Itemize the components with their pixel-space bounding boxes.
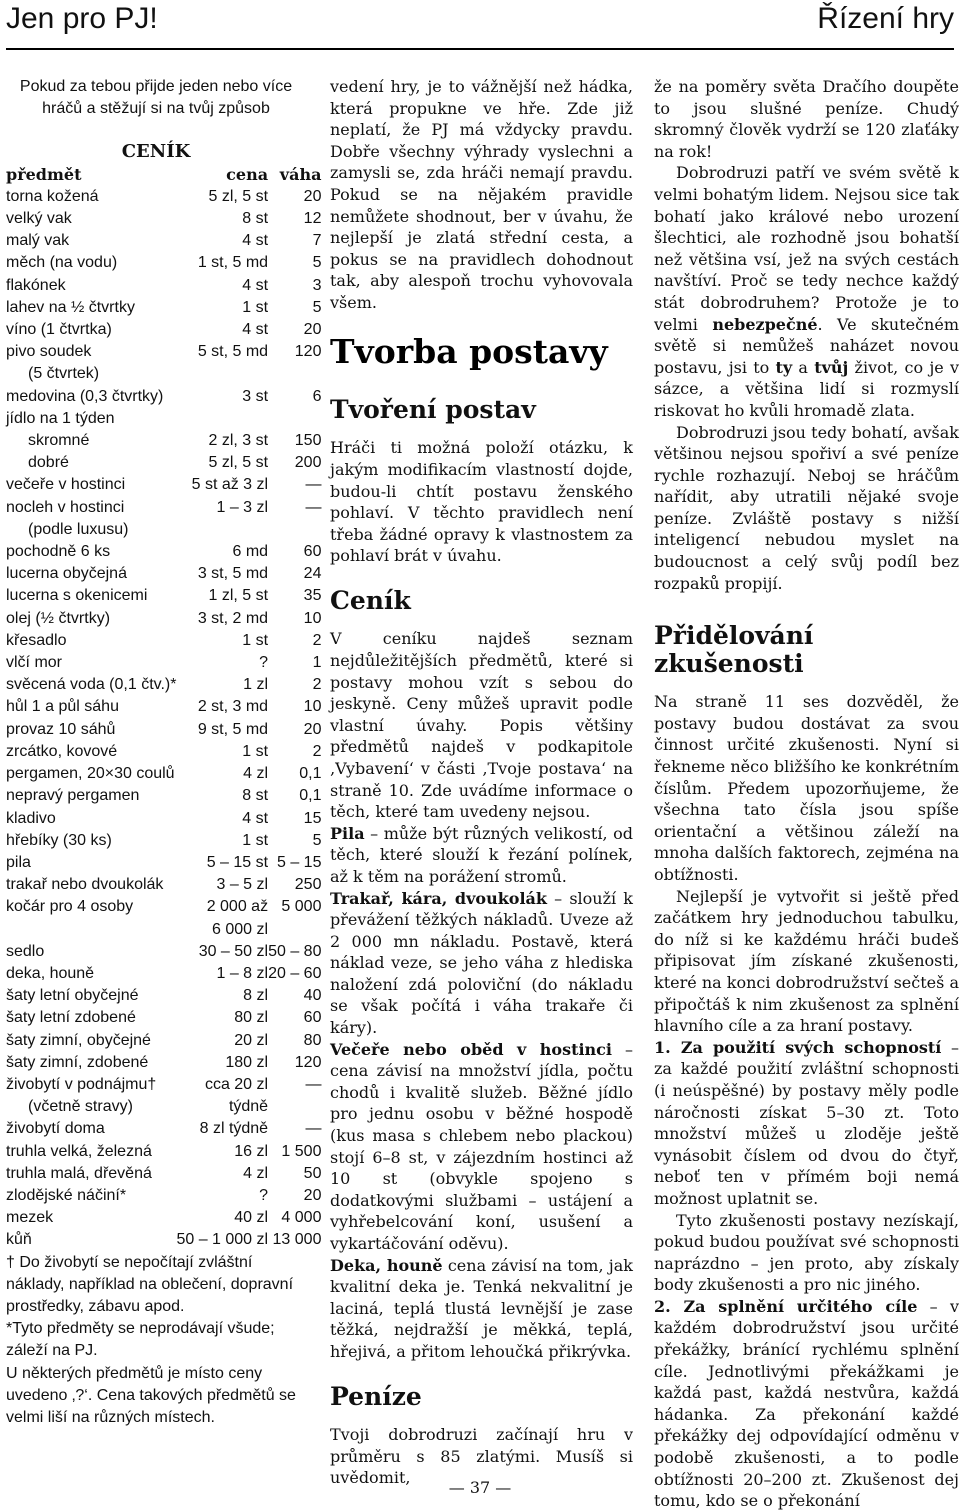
item-1-text: – za každé použití zvláštní schopnosti (i neúspěšné) by postavy měly podle náročnosti získat 5–30 zt. Toto množství můžeš u zloděje ještě vynásobit číslem od dvou do čtyř, neboť ten v přímém boji nemá možnost uplatnit se. xyxy=(654,1037,959,1208)
price-cell-item: kůň xyxy=(6,1231,32,1249)
price-cell-weight: 1 500 xyxy=(281,1142,322,1160)
p2-c: a xyxy=(792,357,815,377)
price-cell-price: 5 zl, 5 st xyxy=(208,454,269,472)
price-row xyxy=(6,519,321,541)
price-cell-item: lucerna obyčejná xyxy=(6,565,127,583)
price-row xyxy=(6,852,321,874)
page-header xyxy=(6,0,954,50)
price-cell-price: 1 st, 5 md xyxy=(197,254,269,272)
p2-bold-nebezpecne: nebezpečné xyxy=(712,314,818,334)
p2-bold-tvuj: tvůj xyxy=(814,357,849,377)
p2-bold-ty: ty xyxy=(775,357,793,377)
price-cell-item: skromné xyxy=(28,432,90,450)
price-row xyxy=(6,497,321,519)
price-cell-item: vlčí mor xyxy=(6,654,62,672)
price-cell-price: 3 st, 2 md xyxy=(197,609,269,627)
col-header-price: cena xyxy=(226,164,269,184)
price-cell-item: flakónek xyxy=(6,276,66,294)
paragraph-cenik: V ceníku najdeš seznam nejdůležitějších předmětů, které si postavy mohou vzít s sebou do jeskyně. Ceny můžeš upravit podle vlastní úvahy. Popis většiny předmětů najdeš v podkapitole ‚Vybavení‘ v části ‚Tvoje postava‘ na straně 10. Zde uvádíme informace o těch, které tam uvedeny nejsou. xyxy=(330,629,633,822)
price-cell-item: hřebíky (30 ks) xyxy=(6,831,112,849)
price-cell-item: trakař nebo dvoukolák xyxy=(6,876,164,894)
price-row xyxy=(6,186,321,208)
price-row xyxy=(6,1118,321,1140)
price-row xyxy=(6,652,321,674)
price-row xyxy=(6,630,321,652)
col3-paragraph-4: Na straně 11 ses dozvěděl, že postavy budou dostávat za svou činnost určité zkušenosti. Nyní si řekneme něco bližšího ke konkrétním číslům. Předem upozorňujeme, že všechna tato čísla jsou spíše orientační a většinou záleží na mnoha dalších faktorech, zejména na obtížnosti. xyxy=(654,692,959,884)
price-cell-price: 5 st, 5 md xyxy=(197,343,269,361)
price-cell-price: 4 zl xyxy=(243,1164,269,1182)
price-cell-item: kladivo xyxy=(6,809,56,827)
price-cell-item: šaty zimní, zdobené xyxy=(6,1053,149,1071)
price-row xyxy=(6,563,321,585)
price-cell-price: týdně xyxy=(228,1098,269,1116)
price-row xyxy=(6,1141,321,1163)
heading-cenik: Ceník xyxy=(330,585,411,615)
price-cell-weight: 250 xyxy=(294,876,322,894)
term-deka: Deka, houně xyxy=(330,1255,443,1275)
price-cell-price: 1 – 3 zl xyxy=(216,498,269,516)
term-trakar: Trakař, kára, dvoukolák xyxy=(330,888,548,908)
price-cell-item: lucerna s okenicemi xyxy=(6,587,148,605)
price-cell-weight: 3 xyxy=(312,276,322,294)
price-cell-price: ? xyxy=(259,654,269,672)
paragraph-penize: Tvoji dobrodruzi začínají hru v průměru s 85 zlatými. Musíš si uvědomit, xyxy=(330,1425,633,1488)
price-cell-price: 6 md xyxy=(232,543,269,561)
price-cell-weight: 5 xyxy=(312,254,322,272)
paragraph-trakar xyxy=(330,888,633,1039)
price-row xyxy=(6,1185,321,1207)
note-question: U některých předmětů je místo ceny uvedeno ‚?‘. Cena takových předmětů se velmi liší na různých místech. xyxy=(6,1364,296,1426)
price-cell-item: svěcená voda (0,1 čtv.)* xyxy=(6,676,177,694)
price-cell-price: 4 st xyxy=(242,809,269,827)
price-cell-price: 3 st xyxy=(242,387,269,405)
price-row xyxy=(6,297,321,319)
price-cell-price: 30 – 50 zl xyxy=(198,942,269,960)
heading-zkusenosti: Přidělování zkušenosti xyxy=(654,621,814,678)
price-cell-weight xyxy=(268,919,321,941)
price-cell-price: 3 st, 5 md xyxy=(197,565,269,583)
price-notes xyxy=(6,1252,306,1430)
paragraph-tvoreni: Hráči ti možná položí otázku, k jakým modifikacím vlastností dojde, budou-li chtít postavu ženského pohlaví. V těchto pravidlech není třeba žádné opravy k vlastnostem za pohlaví brát v úvahu. xyxy=(330,438,633,566)
price-cell-item: šaty letní zdobené xyxy=(6,1009,136,1027)
price-cell-price: 5 st až 3 zl xyxy=(191,476,269,494)
column-2 xyxy=(330,76,633,1489)
price-cell-weight: 0,1 xyxy=(299,765,322,783)
col3-paragraph-6: Tyto zkušenosti postavy nezískají, pokud budou používat své schopnosti naprázdno – jen proto, aby získaly body zkušenosti a pro nic jiného. xyxy=(654,1210,959,1295)
price-row xyxy=(6,696,321,718)
price-cell-item: lahev na ½ čtvrtky xyxy=(6,298,135,316)
p2-b: . Ve skutečném světě si nemůžeš naházet novou postavu, jsi to xyxy=(654,314,959,377)
item-2-title: 2. Za splnění určitého cíle xyxy=(654,1296,918,1316)
note-living: † Do živobytí se nepočítají zvláštní náklady, například na oblečení, dopravní prostředky, zábavu apod. xyxy=(6,1253,294,1315)
item-2-text: – v každém dobrodružství jsou určité překážky, bránící rychlému splnění cíle. Jednotlivými překážkami je každá past, každá nestvůra, každá hádanka. Za překonání každé překážky dej odpovídající odměnu v podobě zkušenosti, a to podle obtížnosti 20–200 zt. Zkušenost dej tomu, kdo se o překonání xyxy=(654,1296,959,1511)
price-cell-weight: 6 xyxy=(312,387,322,405)
price-cell-weight: 20 – 60 xyxy=(268,964,322,982)
price-cell-weight: 2 xyxy=(312,742,322,760)
price-cell-item: pila xyxy=(6,853,31,871)
price-cell-weight: 12 xyxy=(303,210,322,228)
price-row xyxy=(6,1030,321,1052)
price-row xyxy=(6,275,321,297)
price-cell-item: živobytí v podnájmu† xyxy=(6,1075,157,1093)
price-cell-weight: 120 xyxy=(294,343,322,361)
price-row xyxy=(6,808,321,830)
price-cell-price: 40 zl xyxy=(234,1209,269,1227)
price-cell-weight: 60 xyxy=(303,543,322,561)
col3-paragraph-1: že na poměry světa Dračího doupěte to jsou slušné peníze. Chudý skromný člověk vydrží se 120 zlaťáky na rok! xyxy=(654,77,959,161)
price-table-header xyxy=(6,164,321,186)
price-cell-weight: 10 xyxy=(303,698,322,716)
price-cell-weight xyxy=(268,408,321,430)
price-cell-weight: — xyxy=(305,498,322,516)
price-row xyxy=(6,452,321,474)
price-row xyxy=(6,919,321,941)
price-cell-weight: 50 – 80 xyxy=(268,942,322,960)
term-vecere: Večeře nebo oběd v hostinci xyxy=(330,1039,612,1059)
price-row xyxy=(6,541,321,563)
col-header-item: předmět xyxy=(6,164,82,184)
price-cell-item: kočár pro 4 osoby xyxy=(6,898,134,916)
price-cell-weight: 7 xyxy=(312,232,322,250)
price-cell-weight: 5 xyxy=(312,831,322,849)
p2-d: život, co je v sázce, a většina lidí si rozmyslí riskovat ho kvůli hromadě zlata. xyxy=(654,357,960,420)
price-cell-weight: 40 xyxy=(303,987,322,1005)
price-row xyxy=(6,319,321,341)
price-cell-weight: 24 xyxy=(303,565,322,583)
price-cell-weight: 5 000 xyxy=(281,898,322,916)
price-row xyxy=(6,208,321,230)
price-row xyxy=(6,830,321,852)
price-cell-price: 180 zl xyxy=(225,1053,269,1071)
price-cell-item: provaz 10 sáhů xyxy=(6,720,116,738)
price-cell-price: 80 zl xyxy=(234,1009,269,1027)
price-cell-price: 2 zl, 3 st xyxy=(208,432,269,450)
price-cell-weight: 0,1 xyxy=(299,787,322,805)
price-cell-price xyxy=(176,363,268,385)
desc-pila: – může být různých velikostí, od těch, které slouží k řezání polínek, až k těm na porážení stromů. xyxy=(330,823,633,886)
price-cell-item: pochodně 6 ks xyxy=(6,543,111,561)
price-cell-item: zlodějské náčiní* xyxy=(6,1186,127,1204)
price-cell-price: 5 zl, 5 st xyxy=(208,187,269,205)
price-cell-price: 1 zl xyxy=(243,676,269,694)
price-row xyxy=(6,430,321,452)
price-cell-item: malý vak xyxy=(6,232,70,250)
header-left-title: Jen pro PJ! xyxy=(6,2,158,35)
price-cell-weight: 200 xyxy=(294,454,322,472)
price-cell-price: 16 zl xyxy=(234,1142,269,1160)
price-cell-price: 20 zl xyxy=(234,1031,269,1049)
heading-tvoreni: Tvoření postav xyxy=(330,394,536,424)
price-cell-weight: — xyxy=(305,1120,322,1138)
price-cell-item: olej (½ čtvrtky) xyxy=(6,609,111,627)
price-cell-weight: 5 – 15 xyxy=(276,853,322,871)
price-row xyxy=(6,941,321,963)
price-cell-weight: 1 xyxy=(312,654,322,672)
price-cell-item xyxy=(6,919,176,941)
paragraph-pila xyxy=(330,823,633,888)
price-row xyxy=(6,608,321,630)
price-row xyxy=(6,741,321,763)
price-cell-price: 1 st xyxy=(242,831,269,849)
price-cell-weight: 20 xyxy=(303,1186,322,1204)
paragraph-vecere xyxy=(330,1039,633,1255)
col-header-weight: váha xyxy=(279,164,322,184)
price-row xyxy=(6,386,321,408)
price-cell-price: ? xyxy=(259,1186,269,1204)
price-cell-item: (5 čtvrtek) xyxy=(28,365,100,383)
price-cell-price: 8 zl xyxy=(243,987,269,1005)
price-cell-item: truhla velká, železná xyxy=(6,1142,152,1160)
col3-item-1 xyxy=(654,1037,959,1210)
price-cell-price: 4 zl xyxy=(243,765,269,783)
price-cell-price: 4 st xyxy=(242,321,269,339)
price-cell-item: nepravý pergamen xyxy=(6,787,140,805)
heading-penize: Peníze xyxy=(330,1381,422,1411)
price-cell-item: pivo soudek xyxy=(6,343,92,361)
price-cell-weight: 20 xyxy=(303,720,322,738)
col3-paragraph-5: Nejlepší je vytvořit si ještě před začátkem hry jednoduchou tabulku, do níž si ke každému hráči budeš připisovat jím získané zkušenosti, které na konci dobrodružství sečteš a připočtáš k nim zkušenost za splnění hlavního cíle a za hraní postavy. xyxy=(654,886,959,1036)
price-cell-weight xyxy=(268,1096,321,1118)
price-cell-item: víno (1 čtvrtka) xyxy=(6,321,112,339)
price-cell-price: 1 st xyxy=(242,298,269,316)
term-pila: Pila xyxy=(330,823,365,843)
header-right-title: Řízení hry xyxy=(817,2,954,35)
price-cell-item: zrcátko, kovové xyxy=(6,742,118,760)
price-row xyxy=(6,363,321,385)
intro-text: Pokud za tebou přijde jeden nebo více hráčů a stěžují si na tvůj způsob xyxy=(19,78,293,118)
note-not-sold: *Tyto předměty se neprodávají všude; záleží na PJ. xyxy=(6,1320,275,1360)
col2-paragraph-1: vedení hry, je to vážnější než hádka, která propukne ve hře. Zde již neplatí, že PJ má vždycky pravdu. Dobře všechny výhrady vyslechni a zamysli se, zda hráči nemají pravdu. Pokud se na nějakém pravidle nemůžete shodnout, ber v úvahu, že nejlepší je zlatá střední cesta, a pokus se na pravidlech dohodnout tak, aby alespoň trochu vyhovovala všem. xyxy=(330,77,633,312)
price-cell-weight: — xyxy=(305,476,322,494)
price-row xyxy=(6,963,321,985)
price-cell-price: 4 st xyxy=(242,232,269,250)
page-number xyxy=(0,1478,960,1497)
paragraph-deka xyxy=(330,1255,633,1363)
price-cell-item: pergamen, 20×30 coulů xyxy=(6,765,175,783)
price-cell-item: šaty letní obyčejné xyxy=(6,987,139,1005)
price-cell-item: (včetně stravy) xyxy=(28,1098,133,1116)
price-cell-item: medovina (0,3 čtvrtky) xyxy=(6,387,164,405)
price-cell-item: mezek xyxy=(6,1209,54,1227)
price-row xyxy=(6,674,321,696)
price-row xyxy=(6,408,321,430)
price-cell-price: 50 – 1 000 zl xyxy=(176,1231,269,1249)
price-cell-weight: 20 xyxy=(303,187,322,205)
price-cell-price: 8 st xyxy=(242,210,269,228)
price-row xyxy=(6,874,321,896)
price-cell-price: 9 st, 5 md xyxy=(197,720,269,738)
price-cell-weight: 80 xyxy=(303,1031,322,1049)
price-cell-weight: 50 xyxy=(303,1164,322,1182)
price-cell-weight: 20 xyxy=(303,321,322,339)
price-list-title: CENÍK xyxy=(121,141,191,163)
price-row xyxy=(6,1229,321,1251)
price-row xyxy=(6,896,321,918)
price-cell-weight: 5 xyxy=(312,298,322,316)
price-cell-weight: 60 xyxy=(303,1009,322,1027)
column-1 xyxy=(6,76,322,1429)
price-cell-price xyxy=(176,519,268,541)
col3-paragraph-2 xyxy=(654,162,959,421)
price-cell-item: deka, houně xyxy=(6,964,95,982)
price-row xyxy=(6,474,321,496)
price-cell-weight: 2 xyxy=(312,676,322,694)
price-cell-item: (podle luxusu) xyxy=(28,520,129,538)
price-row xyxy=(6,785,321,807)
price-cell-weight xyxy=(268,363,321,385)
price-cell-item: hůl 1 a půl sáhu xyxy=(6,698,119,716)
price-cell-price: 8 zl týdně xyxy=(199,1120,269,1138)
price-cell-weight: 120 xyxy=(294,1053,322,1071)
price-row xyxy=(6,1052,321,1074)
price-cell-price: 4 st xyxy=(242,276,269,294)
price-cell-item: velký vak xyxy=(6,210,72,228)
price-cell-weight: 2 xyxy=(312,631,322,649)
price-row xyxy=(6,230,321,252)
price-cell-item: měch (na vodu) xyxy=(6,254,118,272)
price-cell-price: 3 – 5 zl xyxy=(216,876,269,894)
price-cell-weight: — xyxy=(305,1075,322,1093)
price-cell-price: 1 st xyxy=(242,742,269,760)
page-number-value: — 37 — xyxy=(449,1478,512,1497)
price-cell-item: šaty zimní, obyčejné xyxy=(6,1031,151,1049)
price-row xyxy=(6,252,321,274)
price-cell-item: nocleh v hostinci xyxy=(6,498,125,516)
price-row xyxy=(6,585,321,607)
desc-deka: cena závisí na tom, jak kvalitní deka je. Tenká nekvalitní je laciná, teplá tlustá levnější je zase těžká, nejdražší je měkká, teplá, hřejivá, a přitom lehoučká přikrývka. xyxy=(330,1255,633,1361)
column-3 xyxy=(654,76,959,1512)
price-cell-weight: 13 000 xyxy=(272,1231,322,1249)
price-cell-price: 2 st, 3 md xyxy=(197,698,269,716)
price-row xyxy=(6,1207,321,1229)
desc-trakar: – slouží k převážení těžkých nákladů. Uveze až 2 000 mn nákladu. Postavě, která náklad veze, se jeho váha z hlediska naložení zdá poloviční (do nákladu se však počítá i váha trakaře či káry). xyxy=(330,888,633,1038)
price-cell-item: torna kožená xyxy=(6,187,99,205)
price-table xyxy=(6,164,321,1252)
price-cell-item: truhla malá, dřevěná xyxy=(6,1164,152,1182)
price-cell-weight xyxy=(268,519,321,541)
price-cell-weight: 150 xyxy=(294,432,322,450)
price-row xyxy=(6,985,321,1007)
item-1-title: 1. Za použití svých schopností xyxy=(654,1037,942,1057)
price-cell-weight: 35 xyxy=(303,587,322,605)
price-cell-price: 2 000 až xyxy=(206,898,269,916)
price-cell-item: křesadlo xyxy=(6,631,67,649)
price-cell-item: sedlo xyxy=(6,942,45,960)
col3-paragraph-3: Dobrodruzi jsou tedy bohatí, avšak většinou nejsou spořiví a své peníze rychle rozhazují. Neboj se hráčům nařídit, aby utratili nějaké svoje peníze. Zvláště postavy s nižší inteligencí nebudou myslet na budoucnost a celý svůj podíl bez rozpaků propijí. xyxy=(654,422,959,593)
desc-vecere: – cena závisí na množství jídla, počtu chodů i kvalitě služeb. Běžné jídlo pro jednu osobu v běžné hospodě (kus masa s chlebem nebo plackou) stojí 6–8 st, v zájezdním hostinci až 10 st (obvykle spojeno s dodatkovými službami – ustájení a vyhřebelcování koní, usušení a vykartáčování oděvu). xyxy=(330,1039,633,1254)
price-row xyxy=(6,341,321,363)
price-cell-price: 1 – 8 zl xyxy=(216,964,269,982)
p2-a: Dobrodruzi patří ve svém světě k velmi bohatým lidem. Nejsou sice tak bohatí jako králové nebo urození šlechtici, ale rozhodně jsou bohatší než většina vsí, jež na svých cestách navštíví. Proč se tedy nechce každý stát dobrodruhem? Protože je to velmi xyxy=(654,163,959,334)
price-cell-item: dobré xyxy=(28,454,69,472)
price-row xyxy=(6,1007,321,1029)
price-cell-weight: 15 xyxy=(303,809,322,827)
price-row xyxy=(6,719,321,741)
price-cell-item: jídlo na 1 týden xyxy=(6,409,115,427)
price-cell-price: 6 000 zl xyxy=(212,920,269,938)
price-row xyxy=(6,1074,321,1096)
price-cell-item: večeře v hostinci xyxy=(6,476,126,494)
price-cell-weight: 4 000 xyxy=(281,1209,322,1227)
price-cell-price: 1 zl, 5 st xyxy=(208,587,269,605)
price-cell-price: 5 – 15 st xyxy=(206,853,269,871)
price-cell-price xyxy=(176,408,268,430)
price-row xyxy=(6,1163,321,1185)
price-cell-item: živobytí doma xyxy=(6,1120,105,1138)
price-cell-price: 8 st xyxy=(242,787,269,805)
price-cell-weight: 10 xyxy=(303,609,322,627)
price-row xyxy=(6,763,321,785)
price-row xyxy=(6,1096,321,1118)
price-cell-price: cca 20 zl xyxy=(204,1075,269,1093)
price-cell-price: 1 st xyxy=(242,631,269,649)
section-title-tvorba: Tvorba postavy xyxy=(330,331,608,371)
